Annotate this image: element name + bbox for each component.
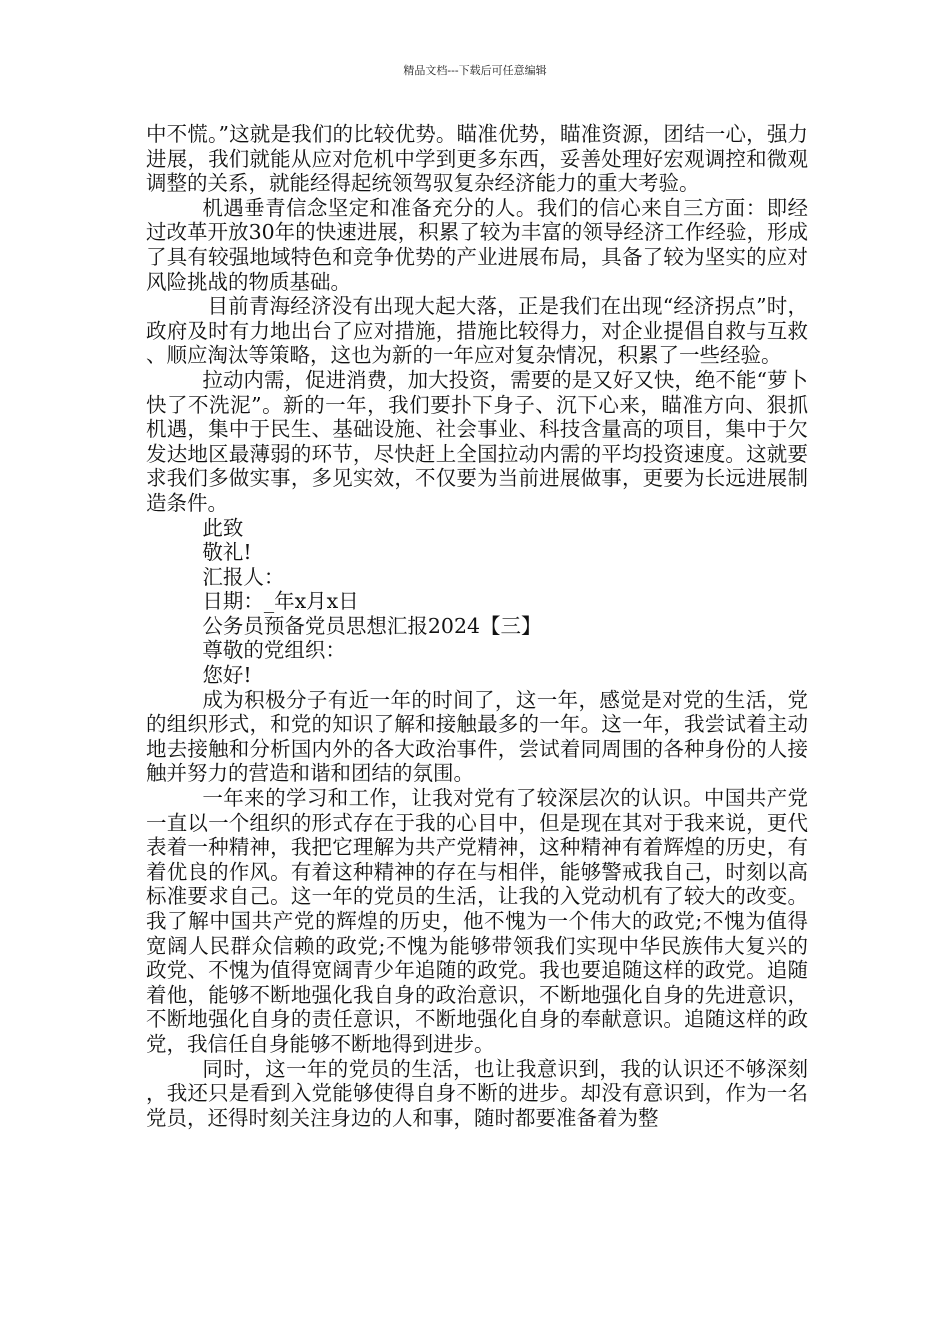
paragraph-3: 目前青海经济没有出现大起大落，正是我们在出现“经济拐点”时，政府及时有力地出台了应对措施，措施比较得力，对企业提倡自救与互救、顺应淘汰等策略，这也为新的一年应对复杂情况，积累了一些经验。 [146, 294, 808, 368]
document-body [146, 122, 808, 1130]
page-header: 精品文档---下载后可任意编辑 [403, 64, 547, 77]
paragraph-7: 同时，这一年的党员的生活，也让我意识到，我的认识还不够深刻，我还只是看到入党能够使得自身不断的进步。却没有意识到，作为一名党员，还得时刻关注身边的人和事，随时都要准备着为整 [146, 1056, 808, 1130]
reporter-label: 汇报人： [202, 564, 285, 589]
section-title: 公务员预备党员思想汇报2024【三】 [202, 613, 542, 638]
paragraph-2: 机遇垂青信念坚定和准备充分的人。我们的信心来自三方面：即经过改革开放30年的快速进展，积累了较为丰富的领导经济工作经验，形成了具有较强地域特色和竞争优势的产业进展布局，具备了较为坚实的应对风险挑战的物质基础。 [146, 195, 808, 294]
paragraph-1: 中不慌。”这就是我们的比较优势。瞄准优势，瞄准资源，团结一心，强力进展，我们就能从应对危机中学到更多东西，妥善处理好宏观调控和微观调整的关系，就能经得起统领驾驭复杂经济能力的重大考验。 [146, 122, 808, 196]
date-line: 日期：_年x月x日 [202, 589, 359, 614]
paragraph-5: 成为积极分子有近一年的时间了，这一年，感觉是对党的生活，党的组织形式，和党的知识了解和接触最多的一年。这一年，我尝试着主动地去接触和分析国内外的各大政治事件，尝试着同周围的各种身份的人接触并努力的营造和谐和团结的氛围。 [146, 687, 808, 786]
closing-regards: 敬礼! [202, 540, 252, 565]
greeting-organization: 尊敬的党组织： [202, 638, 346, 663]
paragraph-6: 一年来的学习和工作，让我对党有了较深层次的认识。中国共产党一直以一个组织的形式存在于我的心目中，但是现在其对于我来说，更代表着一种精神，我把它理解为共产党精神，这种精神有着辉煌的历史，有着优良的作风。有着这种精神的存在与相伴，能够警戒我自己，时刻以高标准要求自己。这一年的党员的生活，让我的入党动机有了较大的改变。我了解中国共产党的辉煌的历史，他不愧为一个伟大的政党;不愧为值得宽阔人民群众信赖的政党;不愧为能够带领我们实现中华民族伟大复兴的政党、不愧为值得宽阔青少年追随的政党。我也要追随这样的政党。追随着他，能够不断地强化我自身的政治意识，不断地强化自身的先进意识，不断地强化自身的责任意识，不断地强化自身的奉献意识。追随这样的政党，我信任自身能够不断地得到进步。 [146, 786, 808, 1056]
closing-salutation: 此致 [202, 515, 244, 540]
greeting-hello: 您好! [202, 663, 252, 688]
paragraph-4: 拉动内需，促进消费，加大投资，需要的是又好又快，绝不能“萝卜快了不洗泥”。新的一年，我们要扑下身子、沉下心来，瞄准方向、狠抓机遇，集中于民生、基础设施、社会事业、科技含量高的项目，集中于欠发达地区最薄弱的环节，尽快赶上全国拉动内需的平均投资速度。这就要求我们多做实事，多见实效，不仅要为当前进展做事，更要为长远进展制造条件。 [146, 367, 808, 515]
